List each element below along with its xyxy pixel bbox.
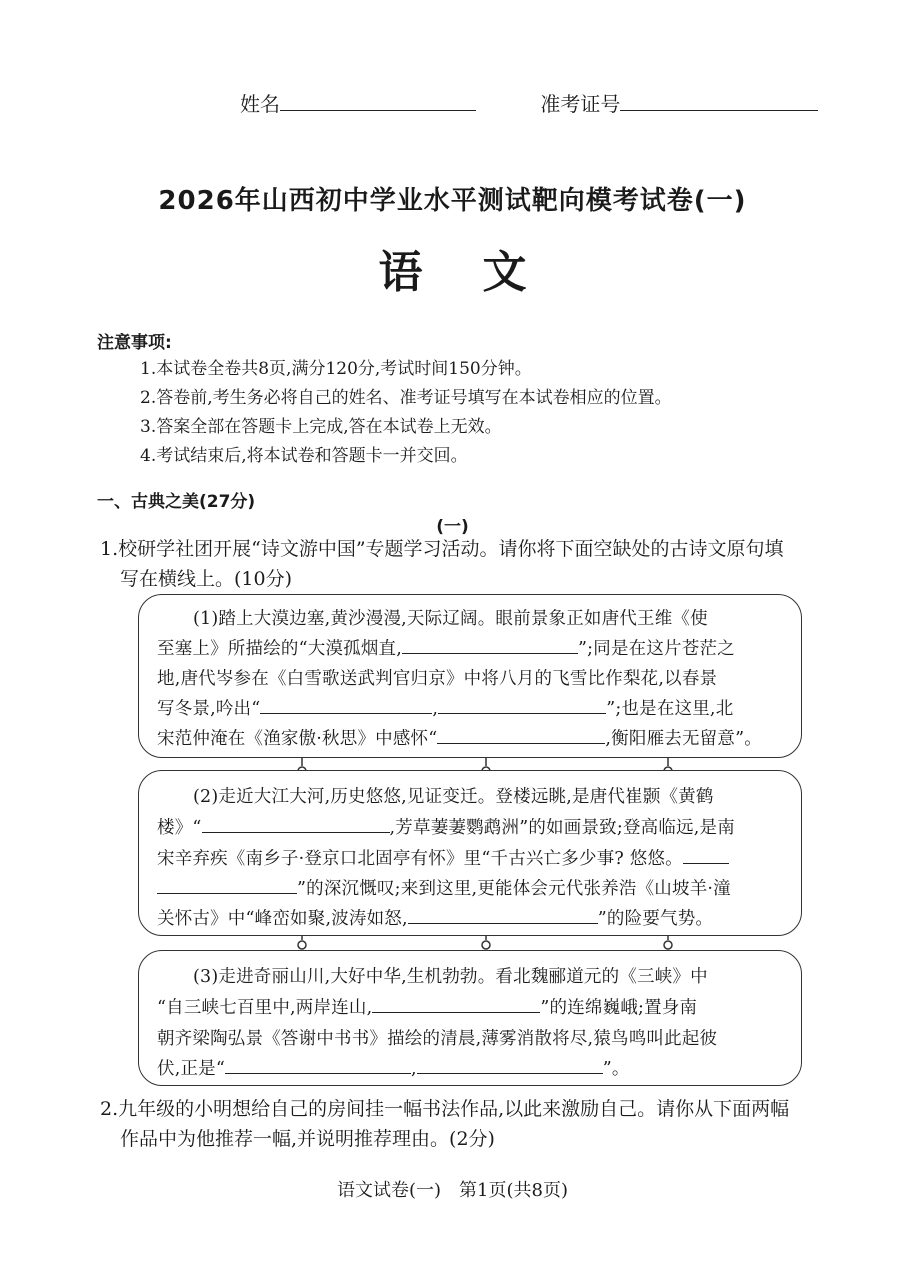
text: 至塞上》所描绘的“大漠孤烟直, bbox=[157, 639, 403, 659]
box-line bbox=[157, 875, 785, 900]
box-line: 地,唐代岑参在《白雪歌送武判官归京》中将八月的飞雪比作梨花,以春景 bbox=[157, 669, 718, 689]
connector-ring bbox=[298, 941, 306, 949]
text: ”;同是在这片苍茫之 bbox=[578, 639, 735, 659]
box-line: (1)踏上大漠边塞,黄沙漫漫,天际辽阔。眼前景象正如唐代王维《使 bbox=[193, 609, 708, 629]
box-line: 朝齐梁陶弘景《答谢中书书》描绘的清晨,薄雾消散将尽,猿鸟鸣叫此起彼 bbox=[157, 1029, 718, 1049]
text: ”的险要气势。 bbox=[597, 909, 714, 929]
answer-blank[interactable] bbox=[417, 1056, 603, 1075]
exam-id-label: 准考证号 bbox=[540, 92, 621, 116]
box-line: (2)走近大江大河,历史悠悠,见证变迁。登楼远眺,是唐代崔颢《黄鹤 bbox=[193, 787, 714, 807]
answer-blank[interactable] bbox=[437, 726, 605, 745]
text: ”的连绵巍峨;置身南 bbox=[540, 998, 698, 1018]
answer-blank[interactable] bbox=[260, 696, 432, 715]
answer-blank[interactable] bbox=[683, 846, 729, 865]
box-line bbox=[157, 845, 785, 870]
section-subheading: (一) bbox=[436, 517, 469, 537]
box-line: (3)走进奇丽山川,大好中华,生机勃勃。看北魏郦道元的《三峡》中 bbox=[193, 967, 708, 987]
question-2 bbox=[100, 1094, 835, 1154]
box-line bbox=[157, 695, 785, 720]
text: ,芳草萋萋鹦鹉洲”的如画景致;登高临远,是南 bbox=[389, 818, 735, 838]
poem-box-1 bbox=[138, 594, 802, 758]
answer-blank[interactable] bbox=[438, 696, 606, 715]
poem-box-3 bbox=[138, 950, 802, 1086]
question-2-line2: 作品中为他推荐一幅,并说明推荐理由。(2分) bbox=[120, 1128, 495, 1150]
notice-item: 2.答卷前,考生务必将自己的姓名、准考证号填写在本试卷相应的位置。 bbox=[140, 388, 672, 408]
question-2-line1: 2.九年级的小明想给自己的房间挂一幅书法作品,以此来激励自己。请你从下面两幅 bbox=[100, 1098, 790, 1120]
box-line bbox=[157, 635, 785, 660]
answer-blank[interactable] bbox=[157, 876, 297, 895]
answer-blank[interactable] bbox=[372, 995, 540, 1014]
text: , bbox=[411, 1059, 417, 1079]
connector-ring bbox=[482, 941, 490, 949]
exam-title: 2026年山西初中学业水平测试靶向模考试卷(一) bbox=[158, 186, 747, 216]
box-line bbox=[157, 725, 785, 750]
name-label: 姓名 bbox=[240, 92, 280, 116]
question-1-line2: 写在横线上。(10分) bbox=[120, 568, 293, 590]
notice-item: 4.考试结束后,将本试卷和答题卡一并交回。 bbox=[140, 446, 468, 466]
poem-box-2 bbox=[138, 770, 802, 936]
notice-item: 1.本试卷全卷共8页,满分120分,考试时间150分钟。 bbox=[140, 359, 532, 379]
box-line bbox=[157, 905, 785, 930]
text: ”的深沉慨叹;来到这里,更能体会元代张养浩《山坡羊·潼 bbox=[297, 879, 731, 899]
box-line bbox=[157, 994, 785, 1019]
text: ”。 bbox=[602, 1059, 630, 1079]
text: ,衡阳雁去无留意”。 bbox=[605, 729, 762, 749]
answer-blank[interactable] bbox=[202, 815, 390, 834]
subject-title: 语文 bbox=[378, 247, 587, 298]
answer-blank[interactable] bbox=[402, 636, 578, 655]
text: 宋辛弃疾《南乡子·登京口北固亭有怀》里“千古兴亡多少事? 悠悠。 bbox=[157, 849, 683, 869]
page-footer: 语文试卷(一) 第1页(共8页) bbox=[337, 1180, 568, 1201]
box-line bbox=[157, 1055, 785, 1080]
text: 宋范仲淹在《渔家傲·秋思》中感怀“ bbox=[157, 729, 438, 749]
box-line bbox=[157, 814, 785, 839]
notice-heading: 注意事项: bbox=[97, 333, 172, 353]
text: 伏,正是“ bbox=[157, 1059, 226, 1079]
connector-ring bbox=[664, 941, 672, 949]
text: , bbox=[432, 699, 439, 719]
question-1-line1: 1.校研学社团开展“诗文游中国”专题学习活动。请你将下面空缺处的古诗文原句填 bbox=[100, 538, 784, 560]
text: “自三峡七百里中,两岸连山, bbox=[157, 998, 373, 1018]
notice-item: 3.答案全部在答题卡上完成,答在本试卷上无效。 bbox=[140, 417, 502, 437]
section-heading: 一、古典之美(27分) bbox=[97, 492, 256, 512]
text: 关怀古》中“峰峦如聚,波涛如怒, bbox=[157, 909, 408, 929]
text: 楼》“ bbox=[157, 818, 202, 838]
answer-blank[interactable] bbox=[408, 906, 598, 925]
text: 写冬景,吟出“ bbox=[157, 699, 261, 719]
text: ”;也是在这里,北 bbox=[606, 699, 734, 719]
answer-blank[interactable] bbox=[225, 1056, 411, 1075]
